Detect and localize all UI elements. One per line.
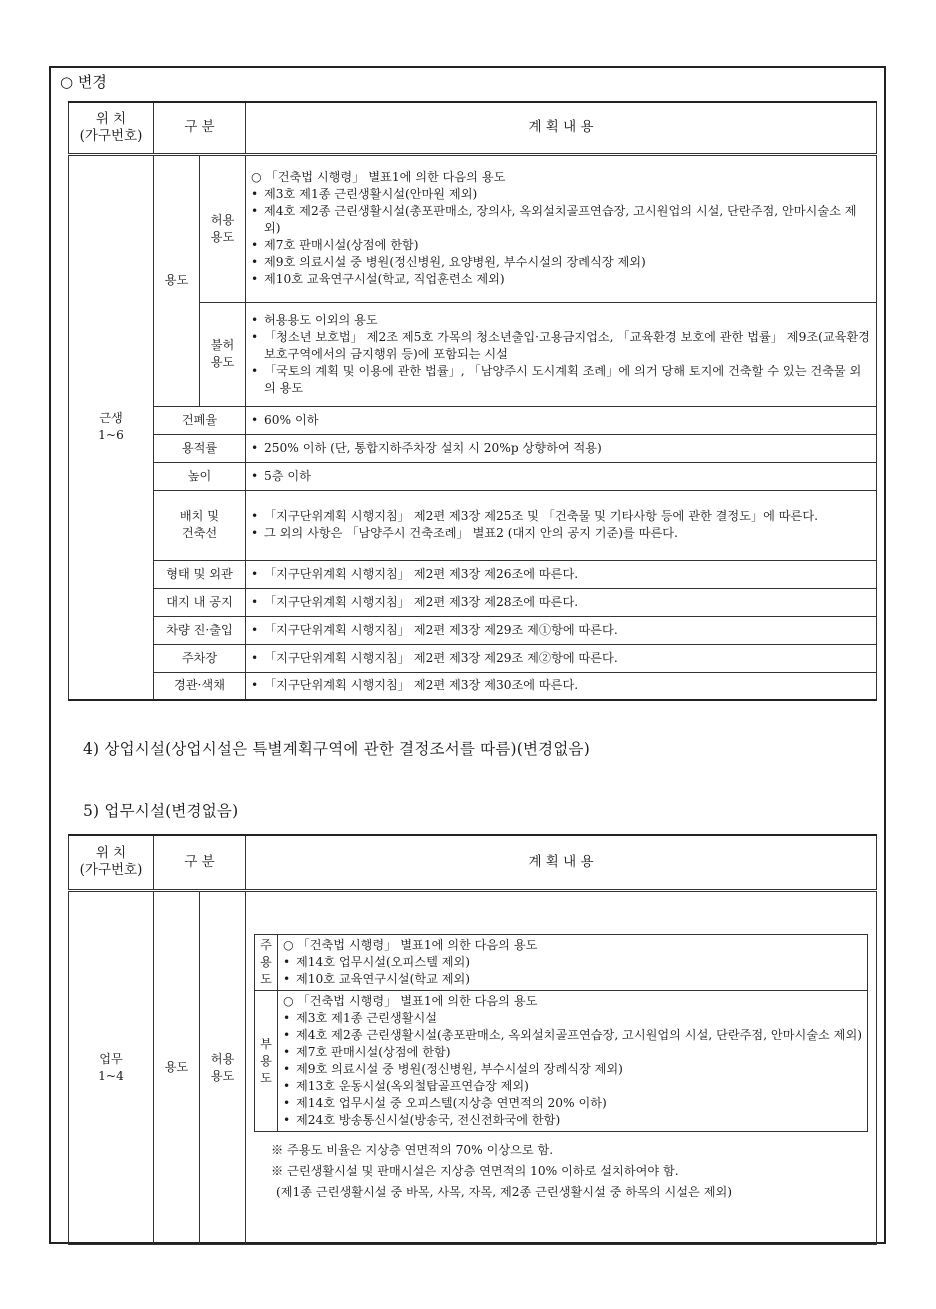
heading-business: 5) 업무시설(변경없음) bbox=[83, 802, 239, 820]
sub-use-item: • 제9호 의료시설 중 병원(정신병원, 부수시설의 장례식장 제외) bbox=[283, 1061, 862, 1078]
row-content-open-space: • 「지구단위계획 시행지침」 제2편 제3장 제28조에 따른다. bbox=[246, 588, 877, 616]
row-label-open-space: 대지 내 공지 bbox=[154, 588, 246, 616]
sub-use-item: • 제3호 제1종 근린생활시설 bbox=[283, 1010, 862, 1027]
allowed-use-item: • 제4호 제2종 근린생활시설(총포판매소, 장의사, 옥외설치골프연습장, 고시원업의 시설, 단란주점, 안마시술소 제외) bbox=[251, 203, 871, 237]
sub-use-item: • 제4호 제2종 근린생활시설(총포판매소, 옥외설치골프연습장, 고시원업의 시설, 단란주점, 안마시술소 제외) bbox=[283, 1027, 862, 1044]
allowed-use-label: 허용 용도 bbox=[200, 154, 246, 302]
main-use-item: • 제10호 교육연구시설(학교 제외) bbox=[283, 971, 862, 988]
main-use-content bbox=[278, 935, 868, 991]
disallowed-use-item: • 허용용도 이외의 용도 bbox=[251, 312, 871, 329]
use-label: 용도 bbox=[154, 890, 200, 1244]
sub-use-item: • 제14호 업무시설 중 오피스텔(지상층 연면적의 20% 이하) bbox=[283, 1095, 862, 1112]
disallowed-use-label: 불허 용도 bbox=[200, 302, 246, 406]
business-use-content bbox=[246, 890, 877, 1244]
regulation-table-neighborhood bbox=[68, 101, 877, 701]
main-use-item: • 제14호 업무시설(오피스텔 제외) bbox=[283, 954, 862, 971]
header-plan: 계 획 내 용 bbox=[246, 102, 877, 154]
allowed-use-item: • 제7호 판매시설(상점에 한함) bbox=[251, 237, 871, 254]
allowed-use-item: ○ 「건축법 시행령」 별표1에 의한 다음의 용도 bbox=[251, 170, 506, 184]
note-neighborhood-limit: ※ 근린생활시설 및 판매시설은 지상층 연면적의 10% 이하로 설치하여야 함. bbox=[271, 1164, 679, 1178]
block-id: 업무 1~4 bbox=[69, 890, 154, 1244]
disallowed-use-content bbox=[246, 302, 877, 406]
row-label-landscape: 경관·색채 bbox=[154, 672, 246, 700]
row-content-height: • 5층 이하 bbox=[246, 462, 877, 490]
row-label-height: 높이 bbox=[154, 462, 246, 490]
row-label-coverage: 건폐율 bbox=[154, 406, 246, 434]
heading-commercial: 4) 상업시설(상업시설은 특별계획구역에 관한 결정조서를 따름)(변경없음) bbox=[83, 740, 590, 758]
allowed-use-label: 허용 용도 bbox=[200, 890, 246, 1244]
header-plan: 계 획 내 용 bbox=[246, 835, 877, 890]
header-location: 위 치 (가구번호) bbox=[69, 835, 154, 890]
allowed-use-item: • 제3호 제1종 근린생활시설(안마원 제외) bbox=[251, 186, 871, 203]
block-id: 근생 1~6 bbox=[69, 154, 154, 700]
use-label: 용도 bbox=[154, 154, 200, 406]
sub-use-label: 부 용 도 bbox=[255, 991, 278, 1132]
row-label-vehicle-access: 차량 진·출입 bbox=[154, 616, 246, 644]
use-subtable bbox=[254, 934, 868, 1132]
row-label-layout: 배치 및 건축선 bbox=[154, 490, 246, 560]
row-label-parking: 주차장 bbox=[154, 644, 246, 672]
allowed-use-item: • 제9호 의료시설 중 병원(정신병원, 요양병원, 부수시설의 장례식장 제외) bbox=[251, 254, 871, 271]
row-content-vehicle-access: • 「지구단위계획 시행지침」 제2편 제3장 제29조 제①항에 따른다. bbox=[246, 616, 877, 644]
row-label-form: 형태 및 외관 bbox=[154, 560, 246, 588]
header-category: 구 분 bbox=[154, 102, 246, 154]
row-content-far: • 250% 이하 (단, 통합지하주차장 설치 시 20%p 상향하여 적용) bbox=[246, 434, 877, 462]
sub-use-content bbox=[278, 991, 868, 1132]
disallowed-use-item: • 「국토의 계획 및 이용에 관한 법률」, 「남양주시 도시계획 조례」에 의거 당해 토지에 건축할 수 있는 건축물 외의 용도 bbox=[251, 363, 871, 397]
sub-use-item: • 제24호 방송통신시설(방송국, 전신전화국에 한함) bbox=[283, 1112, 862, 1129]
allowed-use-item: • 제10호 교육연구시설(학교, 직업훈련소 제외) bbox=[251, 271, 871, 288]
regulation-table-business bbox=[68, 834, 877, 1245]
row-content-parking: • 「지구단위계획 시행지침」 제2편 제3장 제29조 제②항에 따른다. bbox=[246, 644, 877, 672]
main-use-item: ○ 「건축법 시행령」 별표1에 의한 다음의 용도 bbox=[283, 938, 538, 952]
row-content-coverage: • 60% 이하 bbox=[246, 406, 877, 434]
sub-use-item: • 제7호 판매시설(상점에 한함) bbox=[283, 1044, 862, 1061]
row-content-landscape: • 「지구단위계획 시행지침」 제2편 제3장 제30조에 따른다. bbox=[246, 672, 877, 700]
row-label-far: 용적률 bbox=[154, 434, 246, 462]
allowed-use-content bbox=[246, 154, 877, 302]
sub-use-item: • 제13호 운동시설(옥외철탑골프연습장 제외) bbox=[283, 1078, 862, 1095]
disallowed-use-item: • 「청소년 보호법」 제2조 제5호 가목의 청소년출입·고용금지업소, 「교육환경 보호에 관한 법률」 제9조(교육환경보호구역에서의 금지행위 등)에 포함되는 시설 bbox=[251, 329, 871, 363]
note-exclusion: (제1종 근린생활시설 중 바목, 사목, 자목, 제2종 근린생활시설 중 하목의 시설은 제외) bbox=[276, 1185, 732, 1199]
note-main-ratio: ※ 주용도 비율은 지상층 연면적의 70% 이상으로 함. bbox=[271, 1143, 554, 1157]
sub-use-item: ○ 「건축법 시행령」 별표1에 의한 다음의 용도 bbox=[283, 994, 538, 1008]
section-title: ○ 변경 bbox=[60, 73, 107, 91]
main-use-label: 주 용 도 bbox=[255, 935, 278, 991]
header-location: 위 치 (가구번호) bbox=[69, 102, 154, 154]
header-category: 구 분 bbox=[154, 835, 246, 890]
row-content-form: • 「지구단위계획 시행지침」 제2편 제3장 제26조에 따른다. bbox=[246, 560, 877, 588]
row-content-layout: • 「지구단위계획 시행지침」 제2편 제3장 제25조 및 「건축물 및 기타사항 등에 관한 결정도」에 따른다. • 그 외의 사항은 「남양주시 건축조례」 별표2 (대지 안의 공지 기준)를 따른다. bbox=[246, 490, 877, 560]
